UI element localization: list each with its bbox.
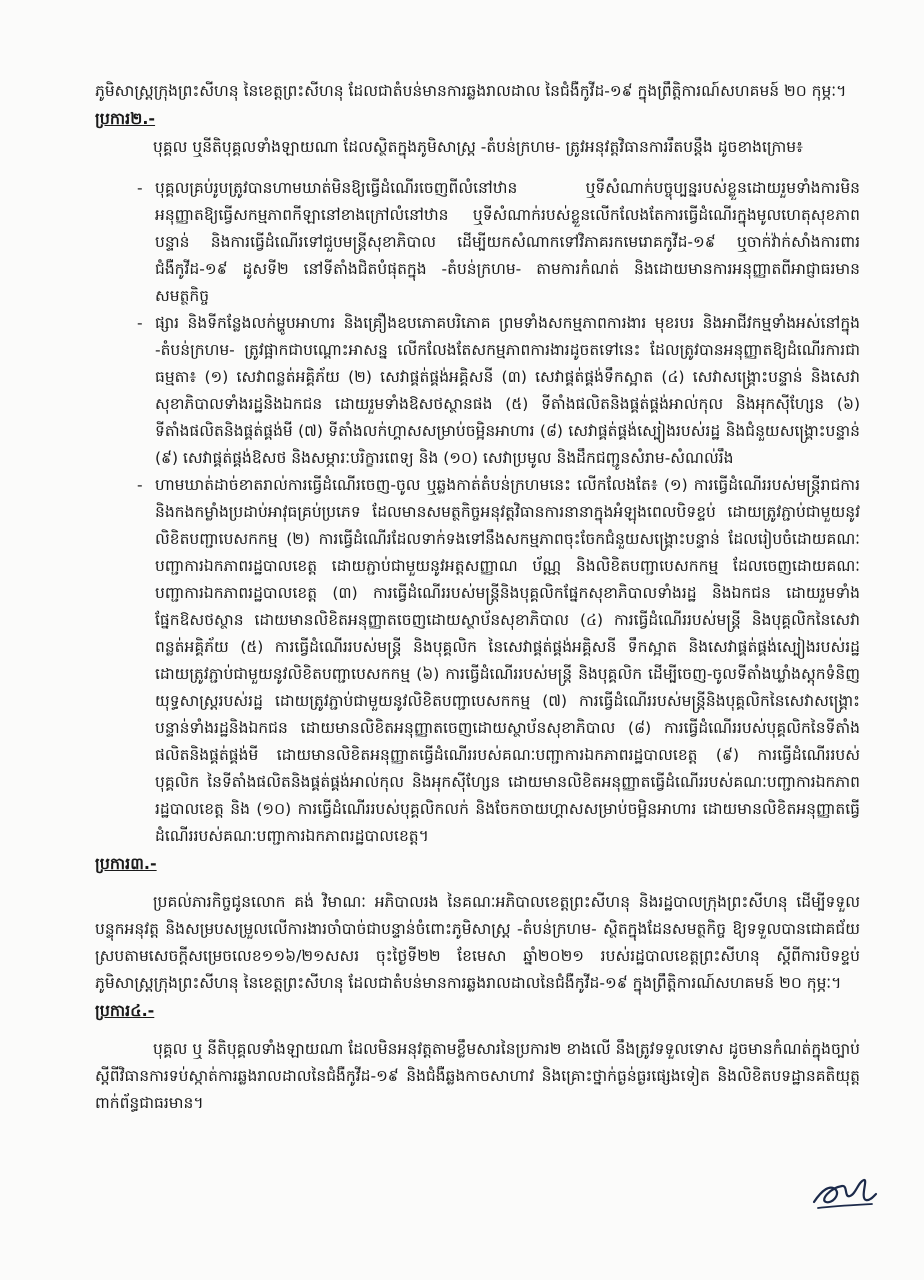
spacer xyxy=(95,879,860,889)
article-2-item-3: - ហាមឃាត់ដាច់ខាតរាល់ការធ្វើដំណើរចេញ-ចូល ឬឆ្លងកាត់តំបន់ក្រហមនេះ លើកលែងតែ៖ (១) ការធ្វើដំណើររបស់មន្ត្រីរាជការ និងកងកម្លាំងប្រដាប់អាវុធគ្រប់ប្រភេទ ដែលមានសមត្ថកិច្ចអនុវត្តវិធានការនានាក្នុងអំឡុងពេលបិទខ្ទប់ ដោយត្រូវភ្ជាប់ជាមួយនូវលិខិតបញ្ជាបេសកកម្ម (២) ការធ្វើដំណើរដែលទាក់ទងទៅនឹងសកម្មភាពចុះចែកជំនួយសង្គ្រោះបន្ទាន់ ដែលរៀបចំដោយគណៈបញ្ជាការឯកភាពរដ្ឋបាលខេត្ត ដោយភ្ជាប់ជាមួយនូវអត្តសញ្ញាណ ប័ណ្ណ និងលិខិតបញ្ជាបេសកកម្ម ដែលចេញដោយគណៈបញ្ជាការឯកភាពរដ្ឋបាលខេត្ត (៣) ការធ្វើដំណើររបស់មន្ត្រីនិងបុគ្គលិកផ្នែកសុខាភិបាលទាំងរដ្ឋ និងឯកជន ដោយរួមទាំងផ្នែកឱសថស្ថាន ដោយមានលិខិតអនុញ្ញាតចេញដោយស្ថាប័នសុខាភិបាល (៤) ការធ្វើដំណើររបស់មន្ត្រី និងបុគ្គលិកនៃសេវាពន្លត់អគ្គិភ័យ (៥) ការធ្វើដំណើររបស់មន្ត្រី និងបុគ្គលិក នៃសេវាផ្គត់ផ្គង់អគ្គិសនី ទឹកស្អាត និងសេវាផ្គត់ផ្គង់ស្បៀងរបស់រដ្ឋ ដោយត្រូវភ្ជាប់ជាមួយនូវលិខិតបញ្ជាបេសកកម្ម (៦) ការធ្វើដំណើររបស់មន្ត្រី និងបុគ្គលិក ដើម្បីចេញ-ចូលទីតាំងឃ្លាំងស្តុកទំនិញយុទ្ធសាស្ត្ររបស់រដ្ឋ ដោយត្រូវភ្ជាប់ជាមួយនូវលិខិតបញ្ជាបេសកកម្ម (៧) ការធ្វើដំណើររបស់មន្ត្រីនិងបុគ្គលិកនៃសេវាសង្គ្រោះបន្ទាន់ទាំងរដ្ឋនិងឯកជន ដោយមានលិខិតអនុញ្ញាតចេញដោយស្ថាប័នសុខាភិបាល (៨) ការធ្វើដំណើររបស់បុគ្គលិកនៃទីតាំងផលិតនិងផ្គត់ផ្គង់មី ដោយមានលិខិតអនុញ្ញាតធ្វើដំណើររបស់គណៈបញ្ជាការឯកភាពរដ្ឋបាលខេត្ត (៩) ការធ្វើដំណើររបស់បុគ្គលិក នៃទីតាំងផលិតនិងផ្គត់ផ្គង់អាល់កុល និងអុកស៊ីហ្សែន ដោយមានលិខិតអនុញ្ញាតធ្វើដំណើររបស់គណៈបញ្ជាការឯកភាពរដ្ឋបាលខេត្ត និង (១០) ការធ្វើដំណើររបស់បុគ្គលិកលក់ និងចែកចាយហ្គាសសម្រាប់ចម្អិនអាហារ ដោយមានលិខិតអនុញ្ញាតធ្វើដំណើររបស់គណៈបញ្ជាការឯកភាពរដ្ឋបាលខេត្ត។ xyxy=(155,472,860,850)
article-4-heading: ប្រការ៤.- xyxy=(95,1001,155,1020)
signature-mark xyxy=(808,1168,880,1216)
article-2-heading: ប្រការ២.- xyxy=(95,109,156,128)
document-body xyxy=(95,78,860,1117)
spacer xyxy=(95,161,860,175)
article-2-item-2: - ផ្សារ និងទីកន្លែងលក់ម្ហូបអាហារ និងគ្រឿងឧបភោគបរិភោគ ព្រមទាំងសកម្មភាពការងារ មុខរបរ និងអាជីវកម្មទាំងអស់នៅក្នុង -តំបន់ក្រហម- ត្រូវផ្អាកជាបណ្ដោះអាសន្ន លើកលែងតែសកម្មភាពការងារដូចតទៅនេះ ដែលត្រូវបានអនុញ្ញាតឱ្យដំណើរការជាធម្មតា៖ (១) សេវាពន្លត់អគ្គិភ័យ (២) សេវាផ្គត់ផ្គង់អគ្គិសនី (៣) សេវាផ្គត់ផ្គង់ទឹកស្អាត (៤) សេវាសង្គ្រោះបន្ទាន់ និងសេវាសុខាភិបាលទាំងរដ្ឋនិងឯកជន ដោយរួមទាំងឱសថស្ថានផង (៥) ទីតាំងផលិតនិងផ្គត់ផ្គង់អាល់កុល និងអុកស៊ីហ្សែន (៦) ទីតាំងផលិតនិងផ្គត់ផ្គង់មី (៧) ទីតាំងលក់ហ្គាសសម្រាប់ចម្អិនអាហារ (៨) សេវាផ្គត់ផ្គង់ស្បៀងរបស់រដ្ឋ និងជំនួយសង្គ្រោះបន្ទាន់ (៩) សេវាផ្គត់ផ្គង់ឱសថ និងសម្ភារៈបរិក្ខារពេទ្យ និង (១០) សេវាប្រមូល និងដឹកជញ្ជូនសំរាម-សំណល់រឹង xyxy=(155,310,860,472)
article-2-item-1: - បុគ្គលគ្រប់រូបត្រូវបានហាមឃាត់មិនឱ្យធ្វើដំណើរចេញពីលំនៅឋាន ឬទីសំណាក់បច្ចុប្បន្នរបស់ខ្លួនដោយរួមទាំងការមិនអនុញ្ញាតឱ្យធ្វើសកម្មភាពកីឡានៅខាងក្រៅលំនៅឋាន ឬទីសំណាក់របស់ខ្លួនលើកលែងតែការធ្វើដំណើរក្នុងមូលហេតុសុខភាពបន្ទាន់ និងការធ្វើដំណើរទៅជួបមន្ត្រីសុខាភិបាល ដើម្បីយកសំណាកទៅវិភាគរកមេរោគកូវីដ-១៩ ឬចាក់វ៉ាក់សាំងការពារជំងឺកូវីដ-១៩ ដូសទី២ នៅទីតាំងជិតបំផុតក្នុង -តំបន់ក្រហម- តាមការកំណត់ និងដោយមានការអនុញ្ញាតពីអាជ្ញាធរមានសមត្ថកិច្ច xyxy=(155,175,860,310)
article-2-list xyxy=(95,175,860,850)
intro-paragraph: ភូមិសាស្ត្រក្រុងព្រះសីហនុ នៃខេត្តព្រះសីហនុ ដែលជាតំបន់មានការឆ្លងរាលដាល នៃជំងឺកូវីដ-១៩ ក្នុងព្រឹត្តិការណ៍សហគមន៍ ២០ កុម្ភៈ។ xyxy=(95,82,847,100)
article-3-body: ប្រគល់ភារកិច្ចជូនលោក គង់ វិមាណៈ អភិបាលរង នៃគណៈអភិបាលខេត្តព្រះសីហនុ និងរដ្ឋបាលក្រុងព្រះសីហនុ ដើម្បីទទួលបន្ទុកអនុវត្ត និងសម្របសម្រួលលើការងារចាំបាច់ជាបន្ទាន់ចំពោះភូមិសាស្ត្រ -តំបន់ក្រហម- ស្ថិតក្នុងដែនសមត្ថកិច្ច ឱ្យទទួលបានជោគជ័យស្របតាមសេចក្តីសម្រេចលេខ១១៦/២១សសរ ចុះថ្ងៃទី២២ ខែមេសា ឆ្នាំ២០២១ របស់រដ្ឋបាលខេត្តព្រះសីហនុ ស្ដីពីការបិទខ្ទប់ភូមិសាស្ត្រក្រុងព្រះសីហនុ នៃខេត្តព្រះសីហនុ ដែលជាតំបន់មានការឆ្លងរាលដាលនៃជំងឺកូវីដ-១៩ ក្នុងព្រឹត្តិការណ៍សហគមន៍ ២០ កុម្ភៈ។ xyxy=(95,893,860,992)
article-4-body: បុគ្គល ឬ នីតិបុគ្គលទាំងឡាយណា ដែលមិនអនុវត្តតាមខ្លឹមសារនៃប្រការ២ ខាងលើ នឹងត្រូវទទួលទោស ដូចមានកំណត់ក្នុងច្បាប់ស្តីពីវិធានការទប់ស្កាត់ការឆ្លងរាលដាលនៃជំងឺកូវីដ-១៩ និងជំងឺឆ្លងកាចសាហាវ និងគ្រោះថ្នាក់ធ្ងន់ធ្ងរផ្សេងទៀត និងលិខិតបទដ្ឋានគតិយុត្តពាក់ព័ន្ធជាធរមាន។ xyxy=(95,1040,860,1112)
spacer xyxy=(95,1026,860,1036)
article-2-intro: បុគ្គល ឬនីតិបុគ្គលទាំងឡាយណា ដែលស្ថិតក្នុងភូមិសាស្ត្រ -តំបន់ក្រហម- ត្រូវអនុវត្តវិធានការរឹតបន្តឹង ដូចខាងក្រោម៖ xyxy=(153,138,803,156)
article-3-heading: ប្រការ៣.- xyxy=(95,854,157,873)
